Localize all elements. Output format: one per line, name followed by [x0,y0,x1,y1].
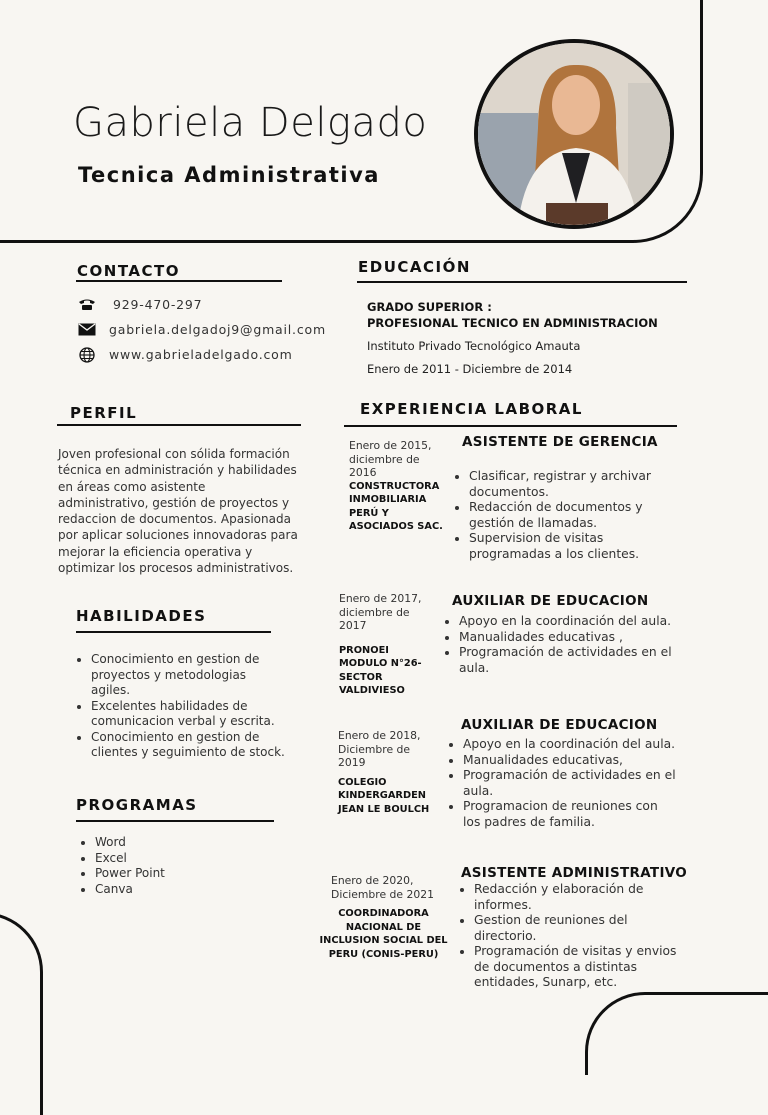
list-item: • Canva [95,882,275,898]
job-date: Enero de 2017, diciembre de 2017 [339,592,422,632]
candidate-title: Tecnica Administrativa [78,163,380,187]
globe-icon [77,348,97,362]
education-degree [367,299,658,331]
list-item: • Redacción de documentos y gestión de llamadas. [469,500,669,531]
list-item: • Excelentes habilidades de comunicacion verbal y escrita. [91,699,286,730]
experience-rule [344,425,677,427]
education-dates: Enero de 2011 - Diciembre de 2014 [367,362,573,376]
education-rule [357,281,687,283]
bottom-right-corner-arc [585,992,768,1075]
list-item: • Power Point [95,866,275,882]
list-item: • Redacción y elaboración de informes. [474,882,689,913]
programs-heading: PROGRAMAS [76,796,198,814]
list-item: • Clasificar, registrar y archivar documentos. [469,469,669,500]
profile-text: Joven profesional con sólida formación técnica en administración y habilidades en áreas como asistente administrativo, gestión de proyectos y redaccion de documentos. Apasionada por aplicar soluciones innovadoras para mejorar la eficiencia operativa y optimizar los procesos administrativos. [58,447,298,576]
degree-line-1: GRADO SUPERIOR : [367,300,492,314]
email-text[interactable]: gabriela.delgadoj9@gmail.com [109,322,326,337]
skills-rule [76,631,271,633]
job-2-meta [339,592,429,698]
job-date: Enero de 2020, Diciembre de 2021 [331,874,434,901]
bottom-left-corner-arc [0,912,43,1115]
candidate-name: Gabriela Delgado [73,100,428,146]
contact-phone [77,297,202,312]
profile-rule [57,424,301,426]
mail-icon [77,323,97,337]
list-item: • Programación de visitas y envios de documentos a distintas entidades, Sunarp, etc. [474,944,689,991]
job-4-meta [331,874,436,901]
contact-email[interactable] [77,322,326,337]
job-title: ASISTENTE DE GERENCIA [462,434,658,450]
job-1-tasks [451,469,669,562]
job-company: COLEGIO KINDERGARDEN JEAN LE BOULCH [338,776,430,815]
job-title: AUXILIAR DE EDUCACION [461,717,658,733]
job-4-tasks [456,882,689,991]
job-1-meta [349,439,444,534]
job-title: ASISTENTE ADMINISTRATIVO [461,865,688,881]
job-date: Enero de 2018, Diciembre de 2019 [338,729,421,769]
list-item: • Apoyo en la coordinación del aula. [459,614,679,630]
phone-text: 929-470-297 [113,297,203,312]
list-item: • Programación de actividades en el aula. [459,645,679,676]
job-title: AUXILIAR DE EDUCACION [452,593,649,609]
job-2-tasks [441,614,679,676]
job-company: CONSTRUCTORA INMOBILIARIA PERÚ Y ASOCIADOS SAC. [349,480,443,532]
list-item: • Apoyo en la coordinación del aula. [463,737,678,753]
programs-list [77,835,275,897]
contact-rule [76,280,282,282]
skills-list [73,652,286,761]
list-item: • Programacion de reuniones con los padres de familia. [463,799,678,830]
job-3-tasks [445,737,678,830]
job-company: COORDINADORA NACIONAL DE INCLUSION SOCIAL DEL PERU (CONIS-PERU) [319,908,448,960]
profile-heading: PERFIL [70,404,138,422]
list-item: • Manualidades educativas, [463,753,678,769]
list-item: • Supervision de visitas programadas a los clientes. [469,531,669,562]
job-company: PRONOEI MODULO N°26- SECTOR VALDIVIESO [339,644,422,696]
education-heading: EDUCACIÓN [358,258,471,276]
profile-photo [474,39,674,229]
list-item: • Excel [95,851,275,867]
education-institution: Instituto Privado Tecnológico Amauta [367,339,581,353]
list-item: • Word [95,835,275,851]
contact-heading: CONTACTO [77,262,180,280]
job-3-meta [338,729,438,816]
list-item: • Conocimiento en gestion de proyectos y metodologias agiles. [91,652,286,699]
job-date: Enero de 2015, diciembre de 2016 [349,439,432,479]
list-item: • Conocimiento en gestion de clientes y seguimiento de stock. [91,730,286,761]
programs-rule [76,820,274,822]
contact-website[interactable] [77,347,293,362]
list-item: • Manualidades educativas , [459,630,679,646]
degree-line-2: PROFESIONAL TECNICO EN ADMINISTRACION [367,316,658,330]
phone-icon [77,298,97,312]
experience-heading: EXPERIENCIA LABORAL [360,400,583,418]
list-item: • Gestion de reuniones del directorio. [474,913,689,944]
skills-heading: HABILIDADES [76,607,207,625]
list-item: • Programación de actividades en el aula. [463,768,678,799]
website-text[interactable]: www.gabrieladelgado.com [109,347,293,362]
